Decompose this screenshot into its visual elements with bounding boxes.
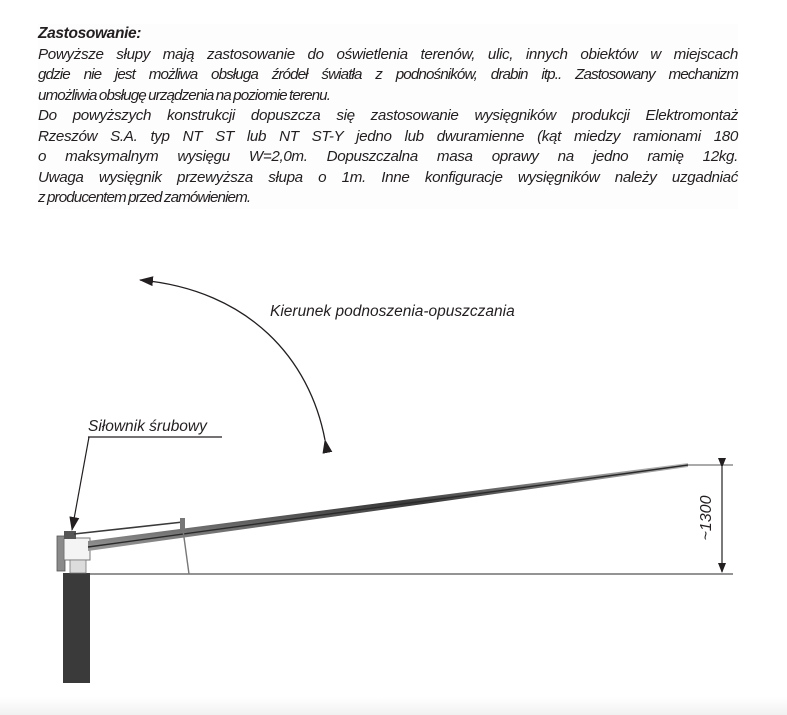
text-line: o maksymalnym wysięgu W=2,0m. Dopuszczalna masa oprawy na jedno ramię 12kg. [38, 148, 738, 165]
text-line: Do powyższych konstrukcji dopuszcza się zastosowanie wysięgników produkcji Elektromontaż [38, 107, 738, 124]
actuator-clamp [180, 518, 185, 530]
text-line: Powyższe słupy mają zastosowanie do oświetlenia terenów, ulic, innych obiektów w miejscach [38, 45, 738, 63]
direction-label: Kierunek podnoszenia-opuszczania [270, 303, 515, 320]
hinge-head [57, 531, 90, 573]
text-line: z producentem przed zamówieniem. [38, 189, 251, 206]
actuator-leader-arrow [72, 437, 89, 530]
section-heading: Zastosowanie: [38, 25, 142, 42]
text-line: Uwaga wysięgnik przewyższa słupa o 1m. Inne konfiguracje wysięgników należy uzgadniać [38, 168, 738, 186]
boom-arm-centerline [88, 465, 688, 547]
height-dimension-label: ~1300 [698, 495, 715, 541]
text-line: Rzeszów S.A. typ NT ST lub NT ST-Y jedno lub dwuramienne (kąt miedzy ramionami 180 [38, 127, 738, 145]
pole-shaft [63, 573, 90, 683]
text-line: gdzie nie jest możliwa obsługa źródeł światła z podnośników, drabin itp.. Zastosowany mechanizm [38, 66, 738, 83]
boom-arm [88, 463, 688, 551]
actuator-label: Siłownik śrubowy [88, 418, 207, 435]
text-line: umożliwia obsługę urządzenia na poziomie terenu. [38, 86, 331, 104]
page-bottom-edge [0, 697, 787, 715]
